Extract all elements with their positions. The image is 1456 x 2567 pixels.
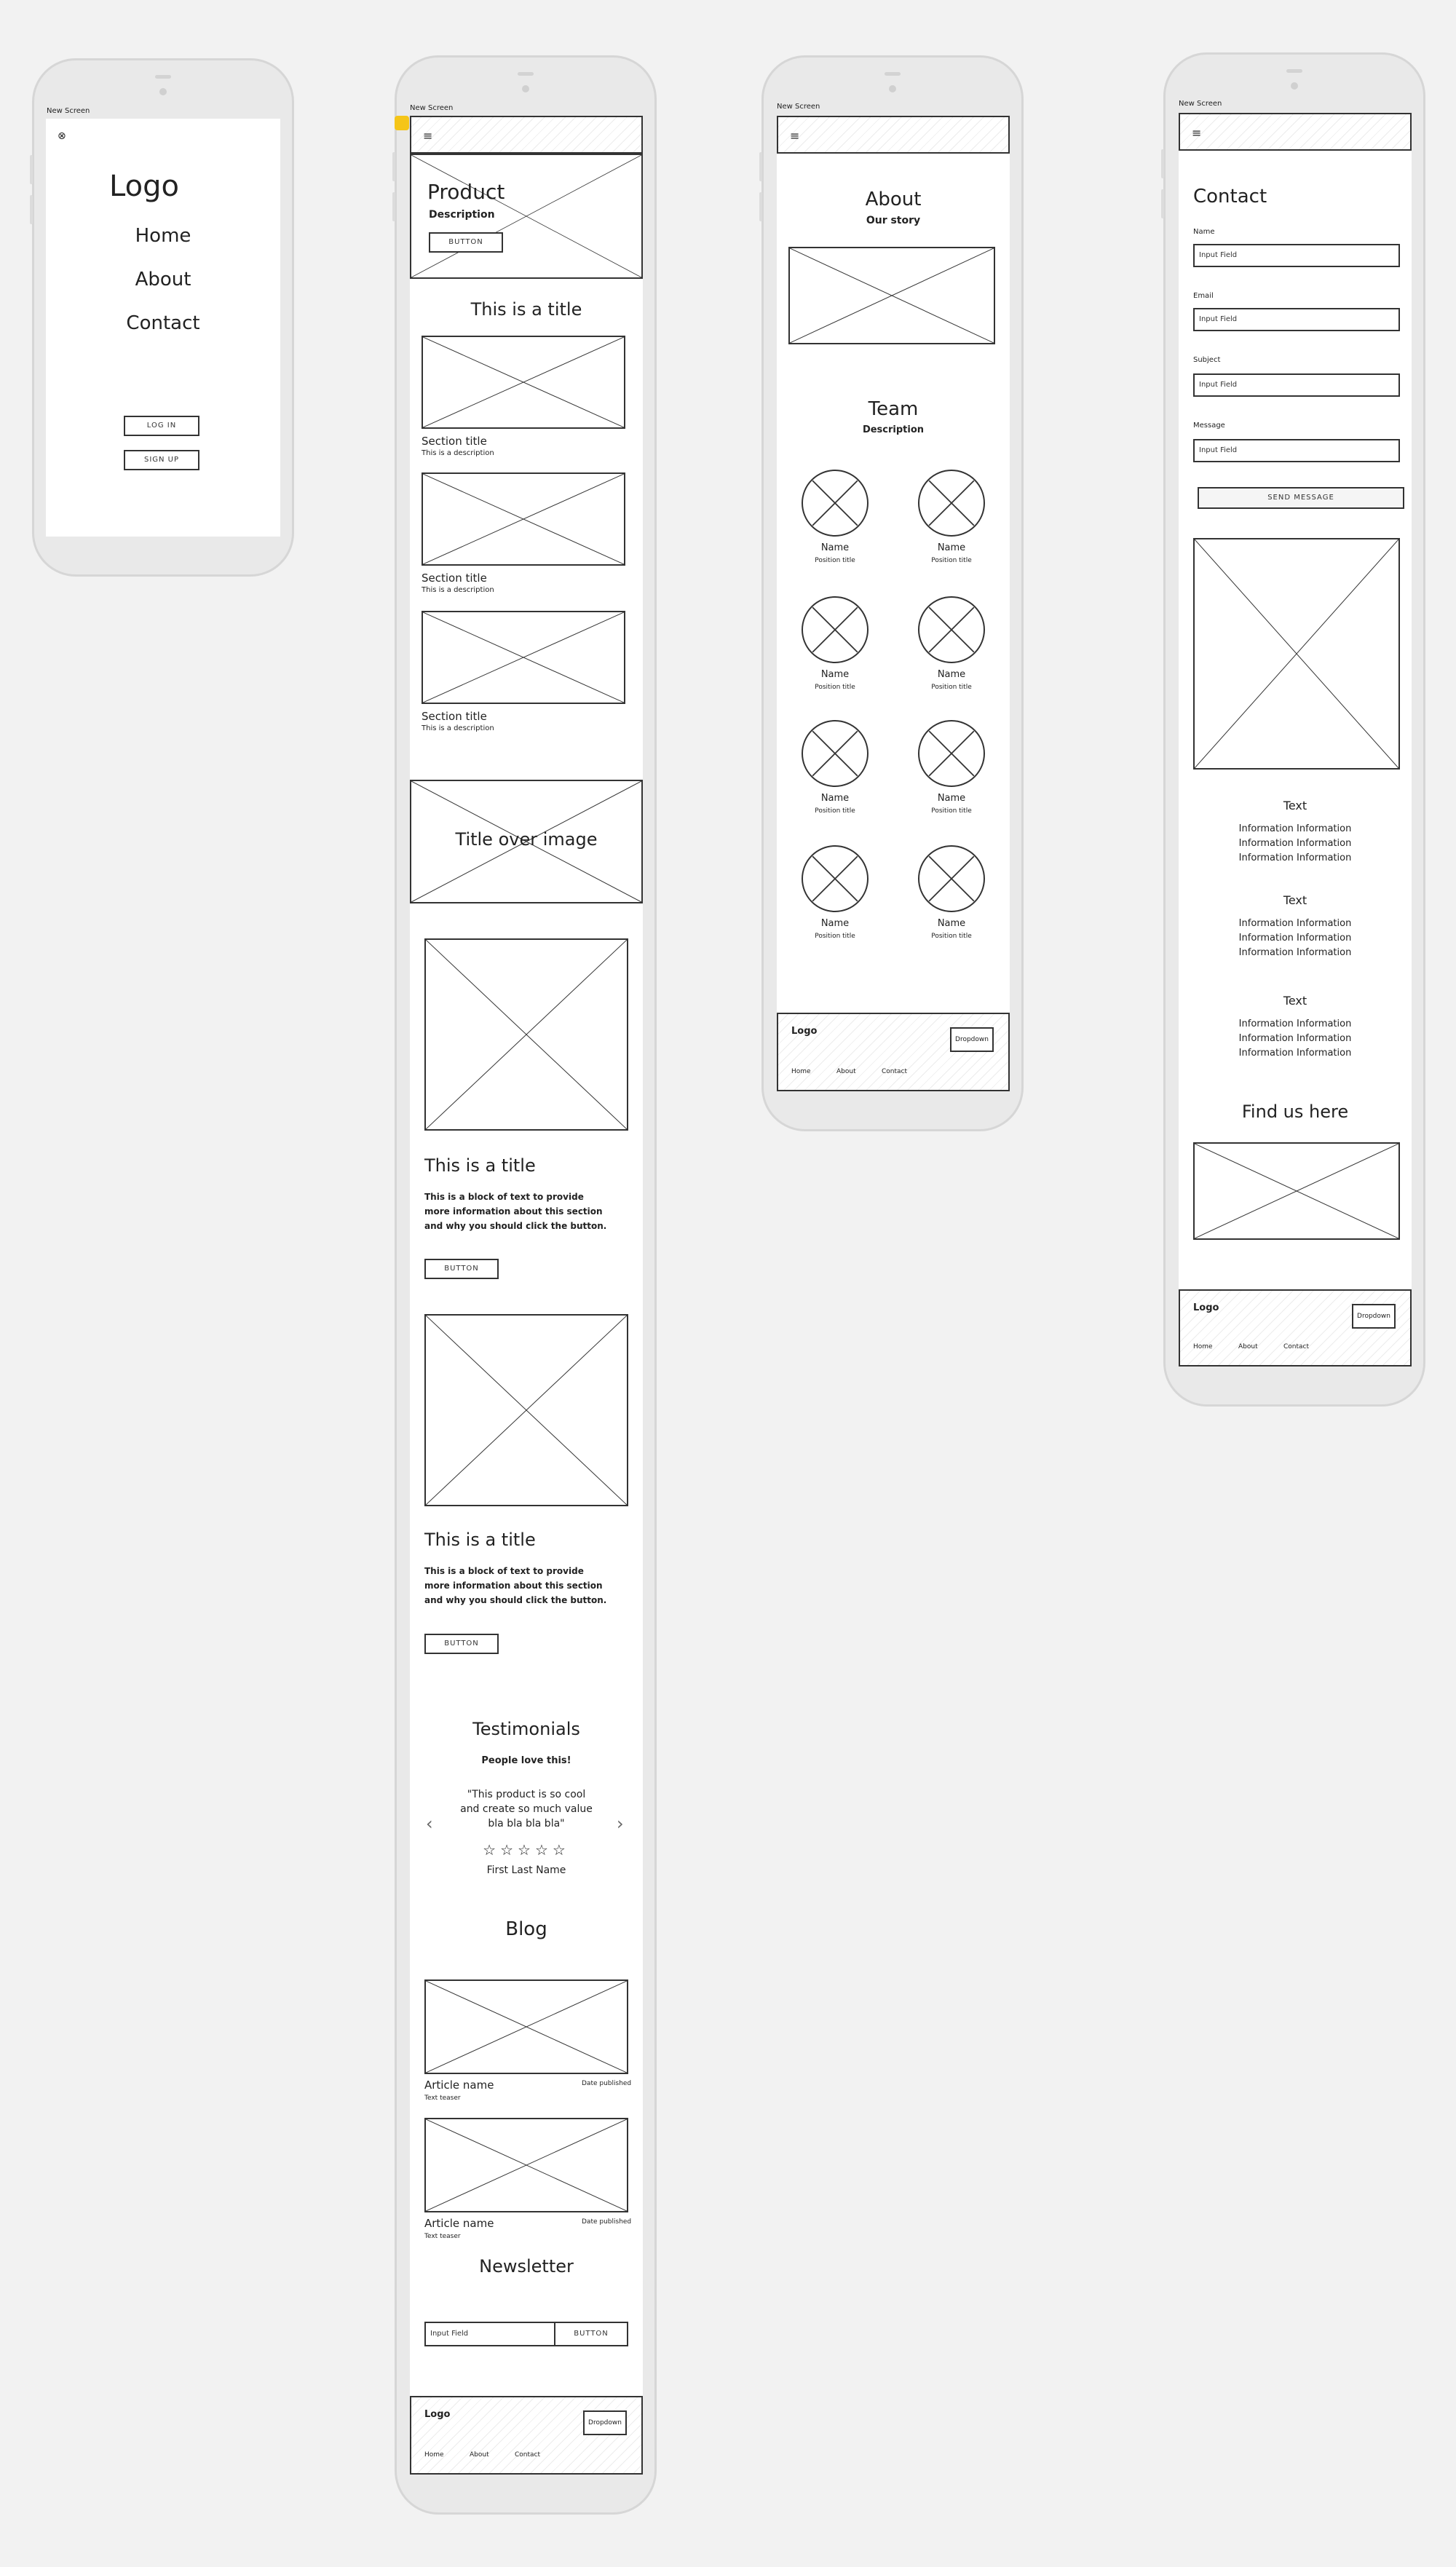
team-member-name: Name bbox=[820, 793, 850, 804]
menu-screen bbox=[46, 119, 280, 537]
team-member-avatar bbox=[918, 720, 985, 787]
team-member-position: Position title bbox=[931, 933, 972, 940]
footer-dropdown[interactable]: Dropdown bbox=[1352, 1304, 1396, 1329]
star-icon: ☆ bbox=[552, 1841, 570, 1859]
team-member-avatar bbox=[802, 470, 869, 537]
email-field[interactable]: Input Field bbox=[1193, 308, 1400, 331]
message-field[interactable]: Input Field bbox=[1193, 439, 1400, 462]
field-label-subject: Subject bbox=[1193, 356, 1221, 364]
title-over-image: Title over image bbox=[455, 829, 598, 850]
feature-image bbox=[424, 1314, 628, 1506]
testimonial-author: First Last Name bbox=[486, 1864, 566, 1876]
article-date: Date published bbox=[582, 2218, 632, 2226]
info-line: Information Information bbox=[1238, 1019, 1352, 1029]
team-member-name: Name bbox=[820, 669, 850, 680]
team-member-name: Name bbox=[937, 793, 966, 804]
footer-dropdown[interactable]: Dropdown bbox=[583, 2410, 627, 2435]
section-list-title: This is a title bbox=[470, 299, 582, 320]
menu-item-about[interactable]: About bbox=[135, 269, 191, 290]
section-image bbox=[422, 611, 625, 704]
team-member-name: Name bbox=[937, 669, 966, 680]
star-icon: ☆ bbox=[518, 1841, 535, 1859]
info-line: Information Information bbox=[1238, 918, 1352, 929]
field-label-name: Name bbox=[1193, 228, 1215, 236]
info-heading: Text bbox=[1283, 799, 1307, 812]
section-description: This is a description bbox=[422, 449, 494, 457]
footer-link-about[interactable]: About bbox=[470, 2451, 489, 2459]
star-icon: ☆ bbox=[500, 1841, 518, 1859]
testimonials-subtitle: People love this! bbox=[481, 1755, 571, 1766]
testimonial-quote-line: bla bla bla bla" bbox=[488, 1818, 565, 1830]
footer-link-contact[interactable]: Contact bbox=[515, 2451, 541, 2459]
info-line: Information Information bbox=[1238, 1048, 1352, 1059]
rating-stars bbox=[410, 1841, 643, 1859]
info-line: Information Information bbox=[1238, 947, 1352, 958]
login-button[interactable]: LOG IN bbox=[124, 416, 199, 436]
team-member-position: Position title bbox=[931, 557, 972, 564]
menu-logo: Logo bbox=[109, 170, 179, 203]
about-subtitle: Our story bbox=[866, 215, 921, 226]
hero-description: Description bbox=[429, 209, 495, 221]
footer-link-about[interactable]: About bbox=[1238, 1343, 1258, 1350]
feature-body-line: more information about this section bbox=[424, 1206, 603, 1217]
contact-screen bbox=[1179, 113, 1412, 1366]
contact-image bbox=[1193, 538, 1400, 770]
subject-field[interactable]: Input Field bbox=[1193, 373, 1400, 397]
contact-title: Contact bbox=[1193, 186, 1267, 207]
newsletter-input[interactable]: Input Field bbox=[424, 2322, 555, 2346]
footer bbox=[410, 2396, 643, 2475]
phone-contact bbox=[1163, 52, 1425, 1407]
carousel-next-icon[interactable]: › bbox=[617, 1813, 624, 1834]
feature-title: This is a title bbox=[424, 1155, 536, 1176]
team-member-avatar bbox=[918, 845, 985, 912]
name-field[interactable]: Input Field bbox=[1193, 244, 1400, 267]
article-teaser: Text teaser bbox=[424, 2233, 461, 2240]
hero-title: Product bbox=[427, 180, 505, 204]
phone-about bbox=[761, 55, 1024, 1131]
feature-body-line: more information about this section bbox=[424, 1581, 603, 1591]
navbar bbox=[777, 116, 1010, 154]
section-image bbox=[422, 336, 625, 429]
section-title: Section title bbox=[422, 710, 487, 723]
feature-image bbox=[424, 938, 628, 1131]
about-image bbox=[788, 247, 995, 344]
team-member-name: Name bbox=[820, 542, 850, 553]
footer-link-contact[interactable]: Contact bbox=[882, 1068, 908, 1075]
footer-logo: Logo bbox=[1193, 1302, 1219, 1313]
find-us-title: Find us here bbox=[1241, 1101, 1349, 1122]
team-member-position: Position title bbox=[815, 684, 855, 691]
yellow-badge-icon bbox=[395, 116, 409, 130]
phone-menu bbox=[32, 58, 294, 577]
article-name[interactable]: Article name bbox=[424, 2078, 494, 2092]
newsletter-button[interactable]: BUTTON bbox=[554, 2322, 628, 2346]
home-screen bbox=[410, 116, 643, 2475]
field-label-email: Email bbox=[1193, 292, 1214, 300]
footer-logo: Logo bbox=[791, 1026, 818, 1037]
article-date: Date published bbox=[582, 2080, 632, 2087]
hamburger-menu-icon[interactable]: ≡ bbox=[1192, 126, 1202, 140]
team-member-avatar bbox=[918, 470, 985, 537]
team-member-position: Position title bbox=[815, 557, 855, 564]
blog-article-image bbox=[424, 2118, 628, 2212]
info-line: Information Information bbox=[1238, 823, 1352, 834]
testimonial-quote-line: and create so much value bbox=[460, 1803, 593, 1815]
menu-item-contact[interactable]: Contact bbox=[126, 312, 200, 334]
screen-label: New Screen bbox=[777, 103, 820, 111]
hamburger-menu-icon[interactable]: ≡ bbox=[423, 129, 433, 143]
team-member-avatar bbox=[802, 845, 869, 912]
star-icon: ☆ bbox=[534, 1841, 553, 1859]
about-title: About bbox=[865, 189, 922, 210]
team-member-avatar bbox=[802, 720, 869, 787]
footer-link-contact[interactable]: Contact bbox=[1283, 1343, 1310, 1350]
footer-link-home[interactable]: Home bbox=[424, 2451, 444, 2459]
team-member-position: Position title bbox=[815, 807, 855, 815]
footer-logo: Logo bbox=[424, 2409, 451, 2420]
info-line: Information Information bbox=[1238, 933, 1352, 944]
blog-article-image bbox=[424, 1979, 628, 2074]
team-member-avatar bbox=[918, 596, 985, 663]
blog-title: Blog bbox=[505, 1918, 547, 1940]
screen-label: New Screen bbox=[1179, 100, 1222, 108]
info-heading: Text bbox=[1283, 893, 1307, 907]
footer bbox=[777, 1013, 1010, 1091]
star-icon: ☆ bbox=[483, 1841, 501, 1859]
hero-button[interactable]: BUTTON bbox=[429, 232, 503, 253]
team-member-position: Position title bbox=[931, 807, 972, 815]
carousel-prev-icon[interactable]: ‹ bbox=[426, 1813, 433, 1834]
team-member-name: Name bbox=[937, 918, 966, 929]
team-member-position: Position title bbox=[815, 933, 855, 940]
section-description: This is a description bbox=[422, 586, 494, 594]
testimonial-quote-line: "This product is so cool bbox=[467, 1789, 586, 1800]
section-title: Section title bbox=[422, 571, 487, 585]
team-member-avatar bbox=[802, 596, 869, 663]
about-screen bbox=[777, 116, 1010, 1091]
info-heading: Text bbox=[1283, 994, 1307, 1008]
article-name[interactable]: Article name bbox=[424, 2217, 494, 2230]
team-member-position: Position title bbox=[931, 684, 972, 691]
feature-title: This is a title bbox=[424, 1530, 536, 1550]
footer-dropdown[interactable]: Dropdown bbox=[950, 1027, 994, 1052]
newsletter-title: Newsletter bbox=[479, 2256, 574, 2277]
team-member-name: Name bbox=[820, 918, 850, 929]
navbar bbox=[1179, 113, 1412, 151]
screen-label: New Screen bbox=[47, 107, 90, 115]
section-title: Section title bbox=[422, 435, 487, 448]
close-icon[interactable]: ⊗ bbox=[58, 130, 66, 142]
navbar bbox=[410, 116, 643, 154]
signup-button[interactable]: SIGN UP bbox=[124, 450, 199, 470]
hamburger-menu-icon[interactable]: ≡ bbox=[790, 129, 800, 143]
send-message-button[interactable]: SEND MESSAGE bbox=[1198, 487, 1404, 509]
footer-link-home[interactable]: Home bbox=[1193, 1343, 1213, 1350]
feature-button[interactable]: BUTTON bbox=[424, 1259, 499, 1279]
feature-button[interactable]: BUTTON bbox=[424, 1634, 499, 1654]
screen-label: New Screen bbox=[410, 104, 454, 112]
map-image bbox=[1193, 1142, 1400, 1240]
team-title: Team bbox=[868, 398, 919, 420]
feature-body-line: This is a block of text to provide bbox=[424, 1192, 584, 1202]
section-description: This is a description bbox=[422, 724, 494, 732]
footer-link-about[interactable]: About bbox=[836, 1068, 856, 1075]
info-line: Information Information bbox=[1238, 1033, 1352, 1044]
team-description: Description bbox=[862, 424, 925, 435]
team-member-name: Name bbox=[937, 542, 966, 553]
field-label-message: Message bbox=[1193, 422, 1225, 430]
feature-body-line: and why you should click the button. bbox=[424, 1221, 607, 1231]
feature-body-line: This is a block of text to provide bbox=[424, 1566, 584, 1576]
phone-home bbox=[395, 55, 657, 2515]
footer bbox=[1179, 1289, 1412, 1366]
menu-item-home[interactable]: Home bbox=[135, 225, 191, 247]
info-line: Information Information bbox=[1238, 838, 1352, 849]
footer-link-home[interactable]: Home bbox=[791, 1068, 811, 1075]
testimonials-title: Testimonials bbox=[472, 1719, 580, 1739]
feature-body-line: and why you should click the button. bbox=[424, 1595, 607, 1605]
section-image bbox=[422, 472, 625, 566]
info-line: Information Information bbox=[1238, 853, 1352, 863]
article-teaser: Text teaser bbox=[424, 2095, 461, 2102]
